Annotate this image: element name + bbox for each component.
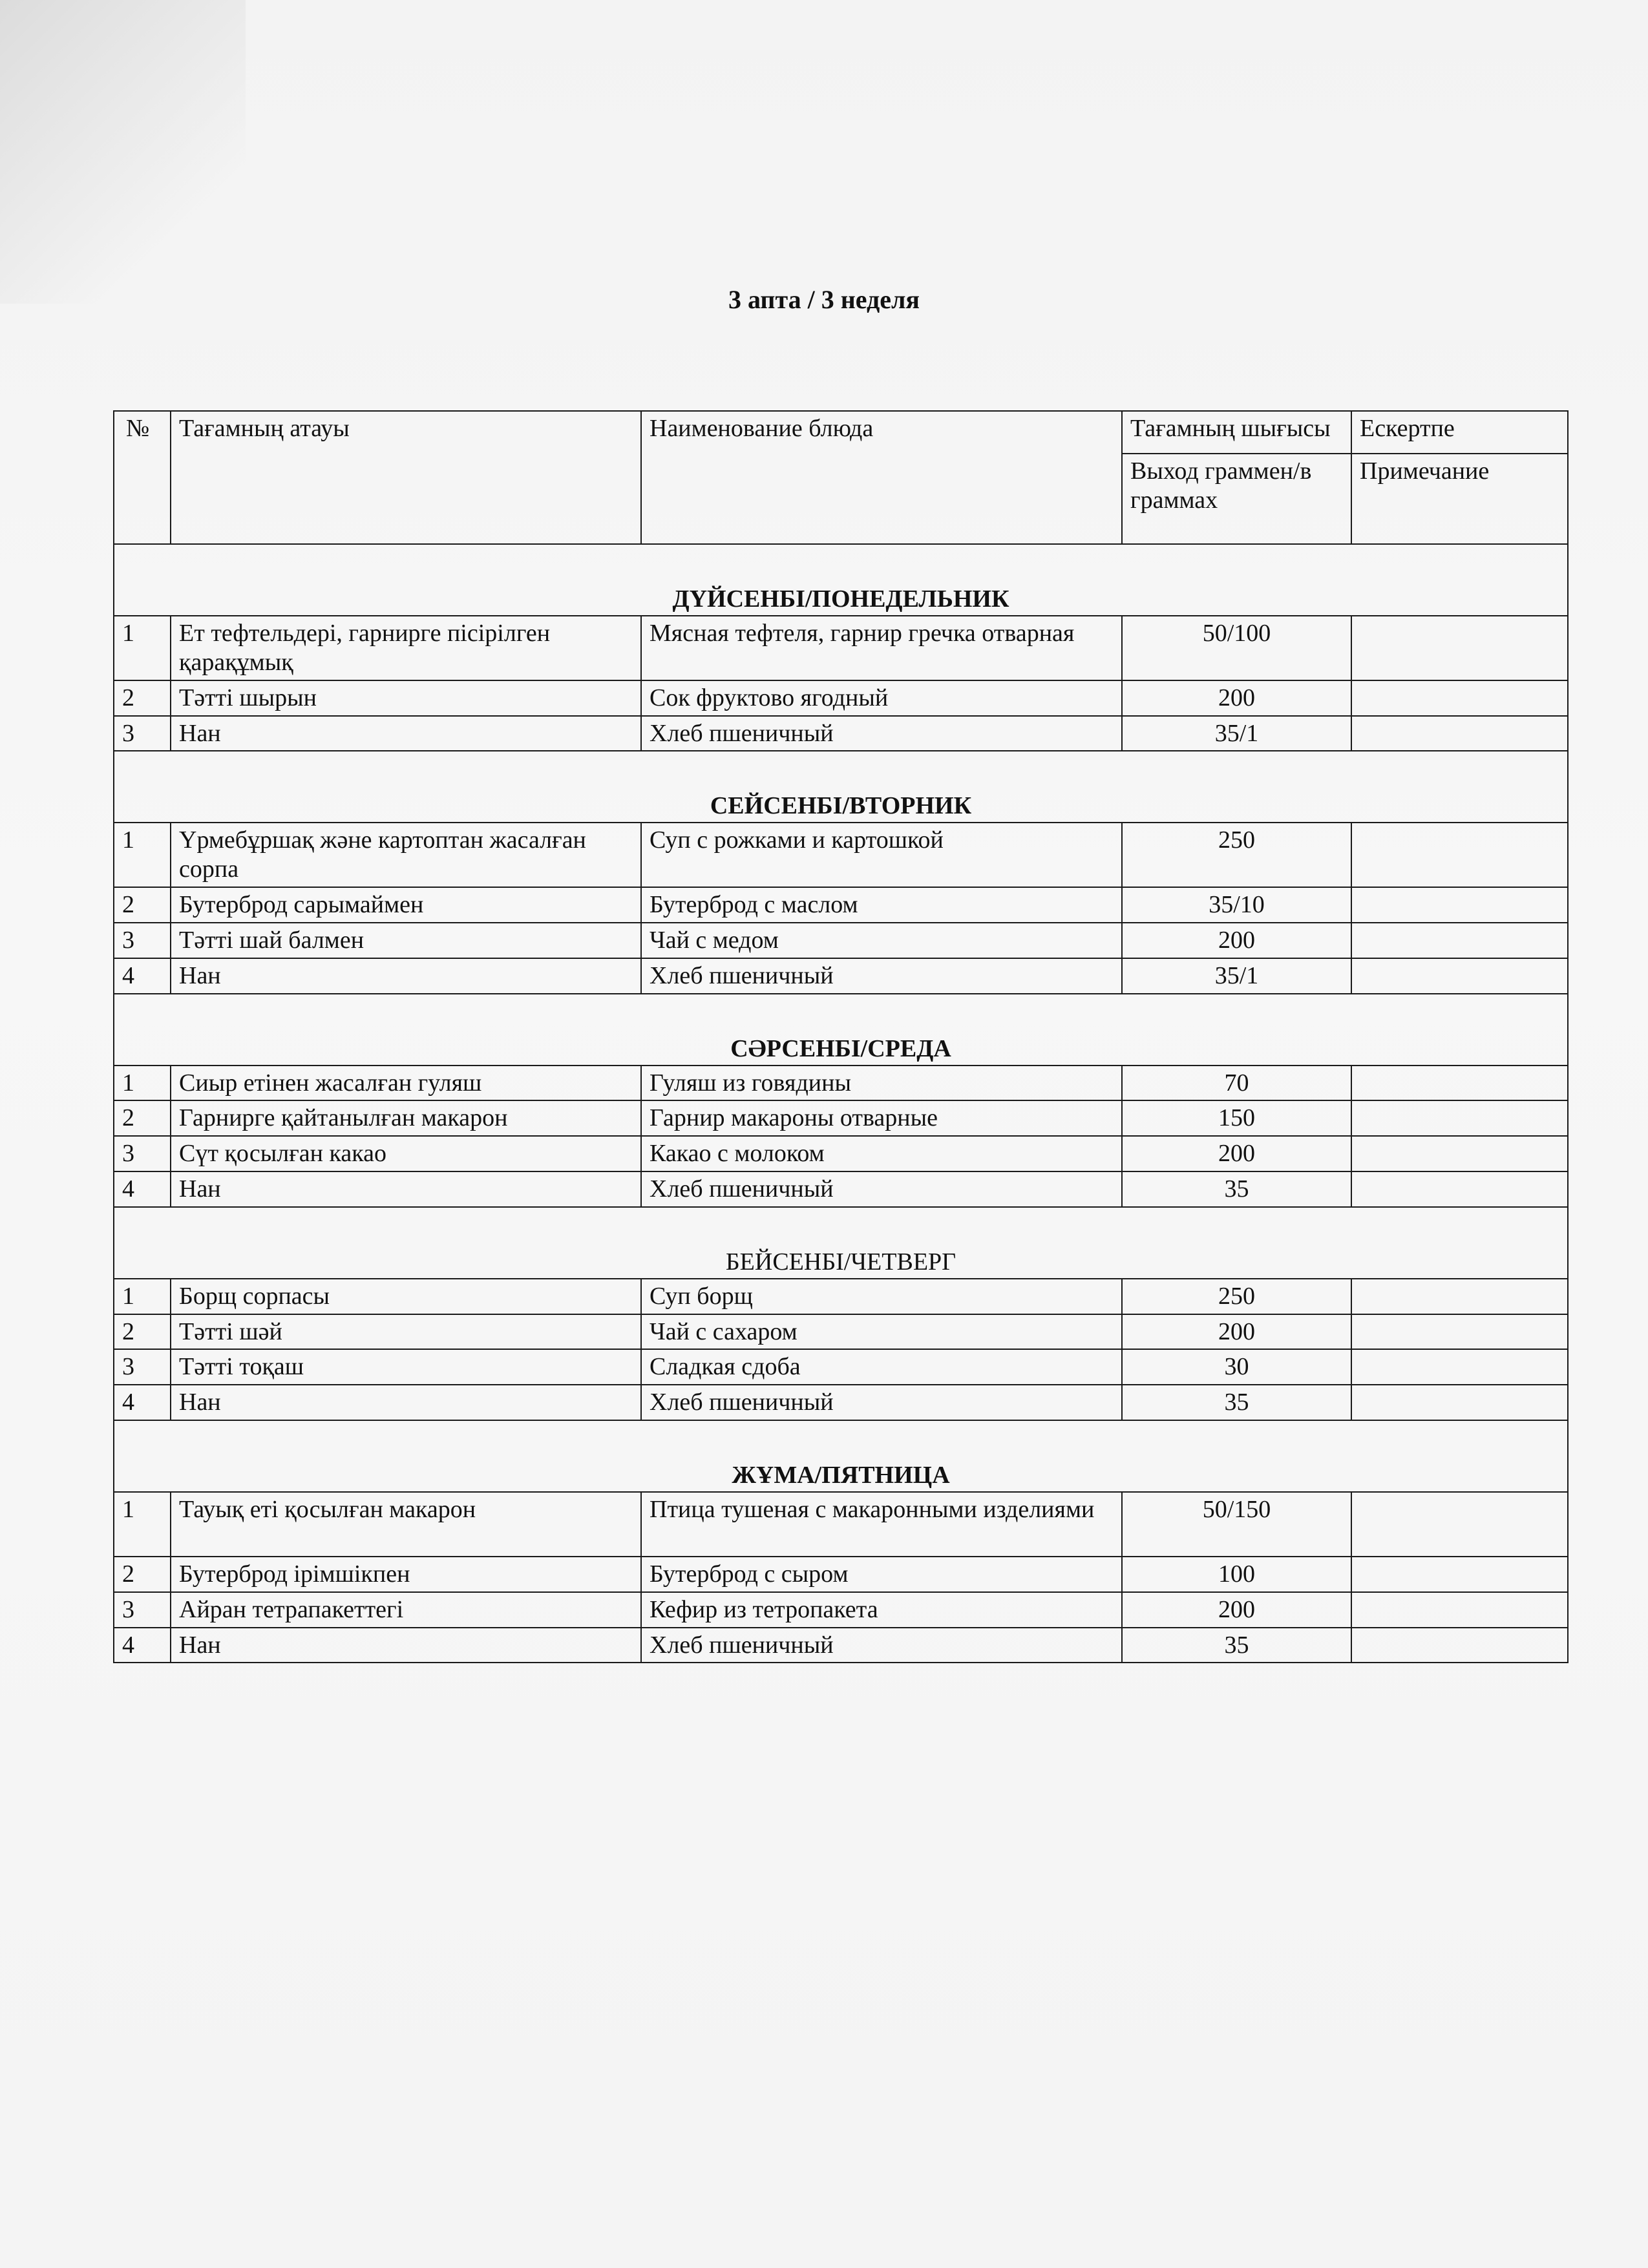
item-output: 30 [1122, 1349, 1351, 1385]
table-row [114, 1349, 1568, 1385]
item-name-kz: Гарнирге қайтанылған макарон [171, 1100, 641, 1136]
item-num: 4 [114, 958, 171, 994]
item-num: 2 [114, 1557, 171, 1592]
item-output: 50/150 [1122, 1492, 1351, 1557]
day-heading: БЕЙСЕНБІ/ЧЕТВЕРГ [114, 1207, 1568, 1279]
table-row [114, 1279, 1568, 1314]
item-name-ru: Хлеб пшеничный [641, 958, 1122, 994]
item-name-kz: Бутерброд сарымаймен [171, 887, 641, 923]
item-output: 150 [1122, 1100, 1351, 1136]
table-row [114, 680, 1568, 716]
table-row [114, 1171, 1568, 1207]
item-note [1351, 1385, 1568, 1420]
item-name-ru: Суп с рожками и картошкой [641, 823, 1122, 887]
header-output-ru: Выход граммен/в граммах [1122, 454, 1351, 544]
item-name-ru: Хлеб пшеничный [641, 716, 1122, 751]
item-name-kz: Нан [171, 716, 641, 751]
item-num: 3 [114, 716, 171, 751]
item-name-kz: Нан [171, 1628, 641, 1663]
item-name-kz: Нан [171, 958, 641, 994]
item-note [1351, 1136, 1568, 1171]
day-row-friday [114, 1420, 1568, 1492]
item-num: 4 [114, 1385, 171, 1420]
header-output-kz: Тағамның шығысы [1122, 411, 1351, 454]
page-title: 3 апта / 3 неделя [728, 285, 920, 314]
item-num: 1 [114, 616, 171, 680]
item-name-ru: Суп борщ [641, 1279, 1122, 1314]
item-note [1351, 1100, 1568, 1136]
item-name-ru: Кефир из тетропакета [641, 1592, 1122, 1628]
table-header-row [114, 411, 1568, 454]
item-output: 200 [1122, 1592, 1351, 1628]
item-output: 200 [1122, 1136, 1351, 1171]
item-name-ru: Птица тушеная с макаронными изделиями [641, 1492, 1122, 1557]
item-name-kz: Тауық еті қосылған макарон [171, 1492, 641, 1557]
item-note [1351, 923, 1568, 958]
item-num: 1 [114, 1279, 171, 1314]
item-output: 50/100 [1122, 616, 1351, 680]
table-row [114, 616, 1568, 680]
day-row-thursday [114, 1207, 1568, 1279]
item-note [1351, 823, 1568, 887]
table-row [114, 958, 1568, 994]
item-num: 1 [114, 1492, 171, 1557]
item-name-ru: Чай с сахаром [641, 1314, 1122, 1350]
item-name-kz: Тәтті шырын [171, 680, 641, 716]
item-note [1351, 1349, 1568, 1385]
item-output: 35 [1122, 1385, 1351, 1420]
day-row-monday [114, 544, 1568, 616]
table-row [114, 823, 1568, 887]
item-num: 4 [114, 1628, 171, 1663]
item-num: 2 [114, 1100, 171, 1136]
item-name-ru: Сладкая сдоба [641, 1349, 1122, 1385]
item-note [1351, 616, 1568, 680]
item-num: 2 [114, 680, 171, 716]
day-heading: СЕЙСЕНБІ/ВТОРНИК [114, 751, 1568, 823]
item-note [1351, 1557, 1568, 1592]
item-note [1351, 887, 1568, 923]
day-row-tuesday [114, 751, 1568, 823]
item-note [1351, 1171, 1568, 1207]
item-name-ru: Какао с молоком [641, 1136, 1122, 1171]
table-row [114, 887, 1568, 923]
table-row [114, 1628, 1568, 1663]
table-row [114, 1492, 1568, 1557]
item-num: 1 [114, 823, 171, 887]
day-heading: СӘРСЕНБІ/СРЕДА [114, 994, 1568, 1066]
item-num: 2 [114, 1314, 171, 1350]
item-name-kz: Айран тетрапакеттегі [171, 1592, 641, 1628]
item-num: 4 [114, 1171, 171, 1207]
header-note-kz: Ескертпе [1351, 411, 1568, 454]
item-num: 2 [114, 887, 171, 923]
table-row [114, 1592, 1568, 1628]
table-row [114, 923, 1568, 958]
item-name-ru: Гуляш из говядины [641, 1066, 1122, 1101]
item-name-ru: Гарнир макароны отварные [641, 1100, 1122, 1136]
table-row [114, 716, 1568, 751]
item-note [1351, 1279, 1568, 1314]
item-note [1351, 680, 1568, 716]
item-name-kz: Сиыр етінен жасалған гуляш [171, 1066, 641, 1101]
item-name-ru: Бутерброд с сыром [641, 1557, 1122, 1592]
item-output: 200 [1122, 680, 1351, 716]
item-note [1351, 1066, 1568, 1101]
item-name-kz: Сүт қосылған какао [171, 1136, 641, 1171]
header-name-kz: Тағамның атауы [171, 411, 641, 544]
item-output: 70 [1122, 1066, 1351, 1101]
item-name-ru: Хлеб пшеничный [641, 1628, 1122, 1663]
header-name-ru: Наименование блюда [641, 411, 1122, 544]
item-note [1351, 1492, 1568, 1557]
item-num: 3 [114, 923, 171, 958]
item-note [1351, 716, 1568, 751]
table-row [114, 1066, 1568, 1101]
item-output: 35 [1122, 1171, 1351, 1207]
item-num: 3 [114, 1592, 171, 1628]
item-num: 3 [114, 1349, 171, 1385]
item-output: 250 [1122, 823, 1351, 887]
item-name-ru: Сок фруктово ягодный [641, 680, 1122, 716]
item-note [1351, 958, 1568, 994]
item-note [1351, 1628, 1568, 1663]
item-name-ru: Мясная тефтеля, гарнир гречка отварная [641, 616, 1122, 680]
item-output: 35 [1122, 1628, 1351, 1663]
day-row-wednesday [114, 994, 1568, 1066]
header-num: № [114, 411, 171, 544]
item-name-ru: Бутерброд с маслом [641, 887, 1122, 923]
table-row [114, 1100, 1568, 1136]
item-note [1351, 1314, 1568, 1350]
item-output: 200 [1122, 1314, 1351, 1350]
item-output: 35/1 [1122, 958, 1351, 994]
item-output: 35/1 [1122, 716, 1351, 751]
item-output: 200 [1122, 923, 1351, 958]
item-name-ru: Чай с медом [641, 923, 1122, 958]
item-name-kz: Ет тефтельдері, гарнирге пісірілген қарақұмық [171, 616, 641, 680]
day-heading: ДҮЙСЕНБІ/ПОНЕДЕЛЬНИК [114, 544, 1568, 616]
item-name-ru: Хлеб пшеничный [641, 1385, 1122, 1420]
table-row [114, 1136, 1568, 1171]
item-name-kz: Үрмебұршақ және картоптан жасалған сорпа [171, 823, 641, 887]
item-output: 250 [1122, 1279, 1351, 1314]
header-note-ru: Примечание [1351, 454, 1568, 544]
item-name-kz: Тәтті шай балмен [171, 923, 641, 958]
item-note [1351, 1592, 1568, 1628]
item-name-kz: Нан [171, 1385, 641, 1420]
item-name-kz: Тәтті шәй [171, 1314, 641, 1350]
item-name-kz: Бутерброд ірімшікпен [171, 1557, 641, 1592]
table-row [114, 1557, 1568, 1592]
item-num: 1 [114, 1066, 171, 1101]
item-output: 35/10 [1122, 887, 1351, 923]
table-row [114, 1385, 1568, 1420]
item-name-ru: Хлеб пшеничный [641, 1171, 1122, 1207]
item-name-kz: Нан [171, 1171, 641, 1207]
item-output: 100 [1122, 1557, 1351, 1592]
day-heading: ЖҰМА/ПЯТНИЦА [114, 1420, 1568, 1492]
item-name-kz: Тәтті тоқаш [171, 1349, 641, 1385]
item-num: 3 [114, 1136, 171, 1171]
page-fold-shadow [0, 0, 246, 304]
table-row [114, 1314, 1568, 1350]
item-name-kz: Борщ сорпасы [171, 1279, 641, 1314]
menu-table [113, 410, 1569, 1663]
